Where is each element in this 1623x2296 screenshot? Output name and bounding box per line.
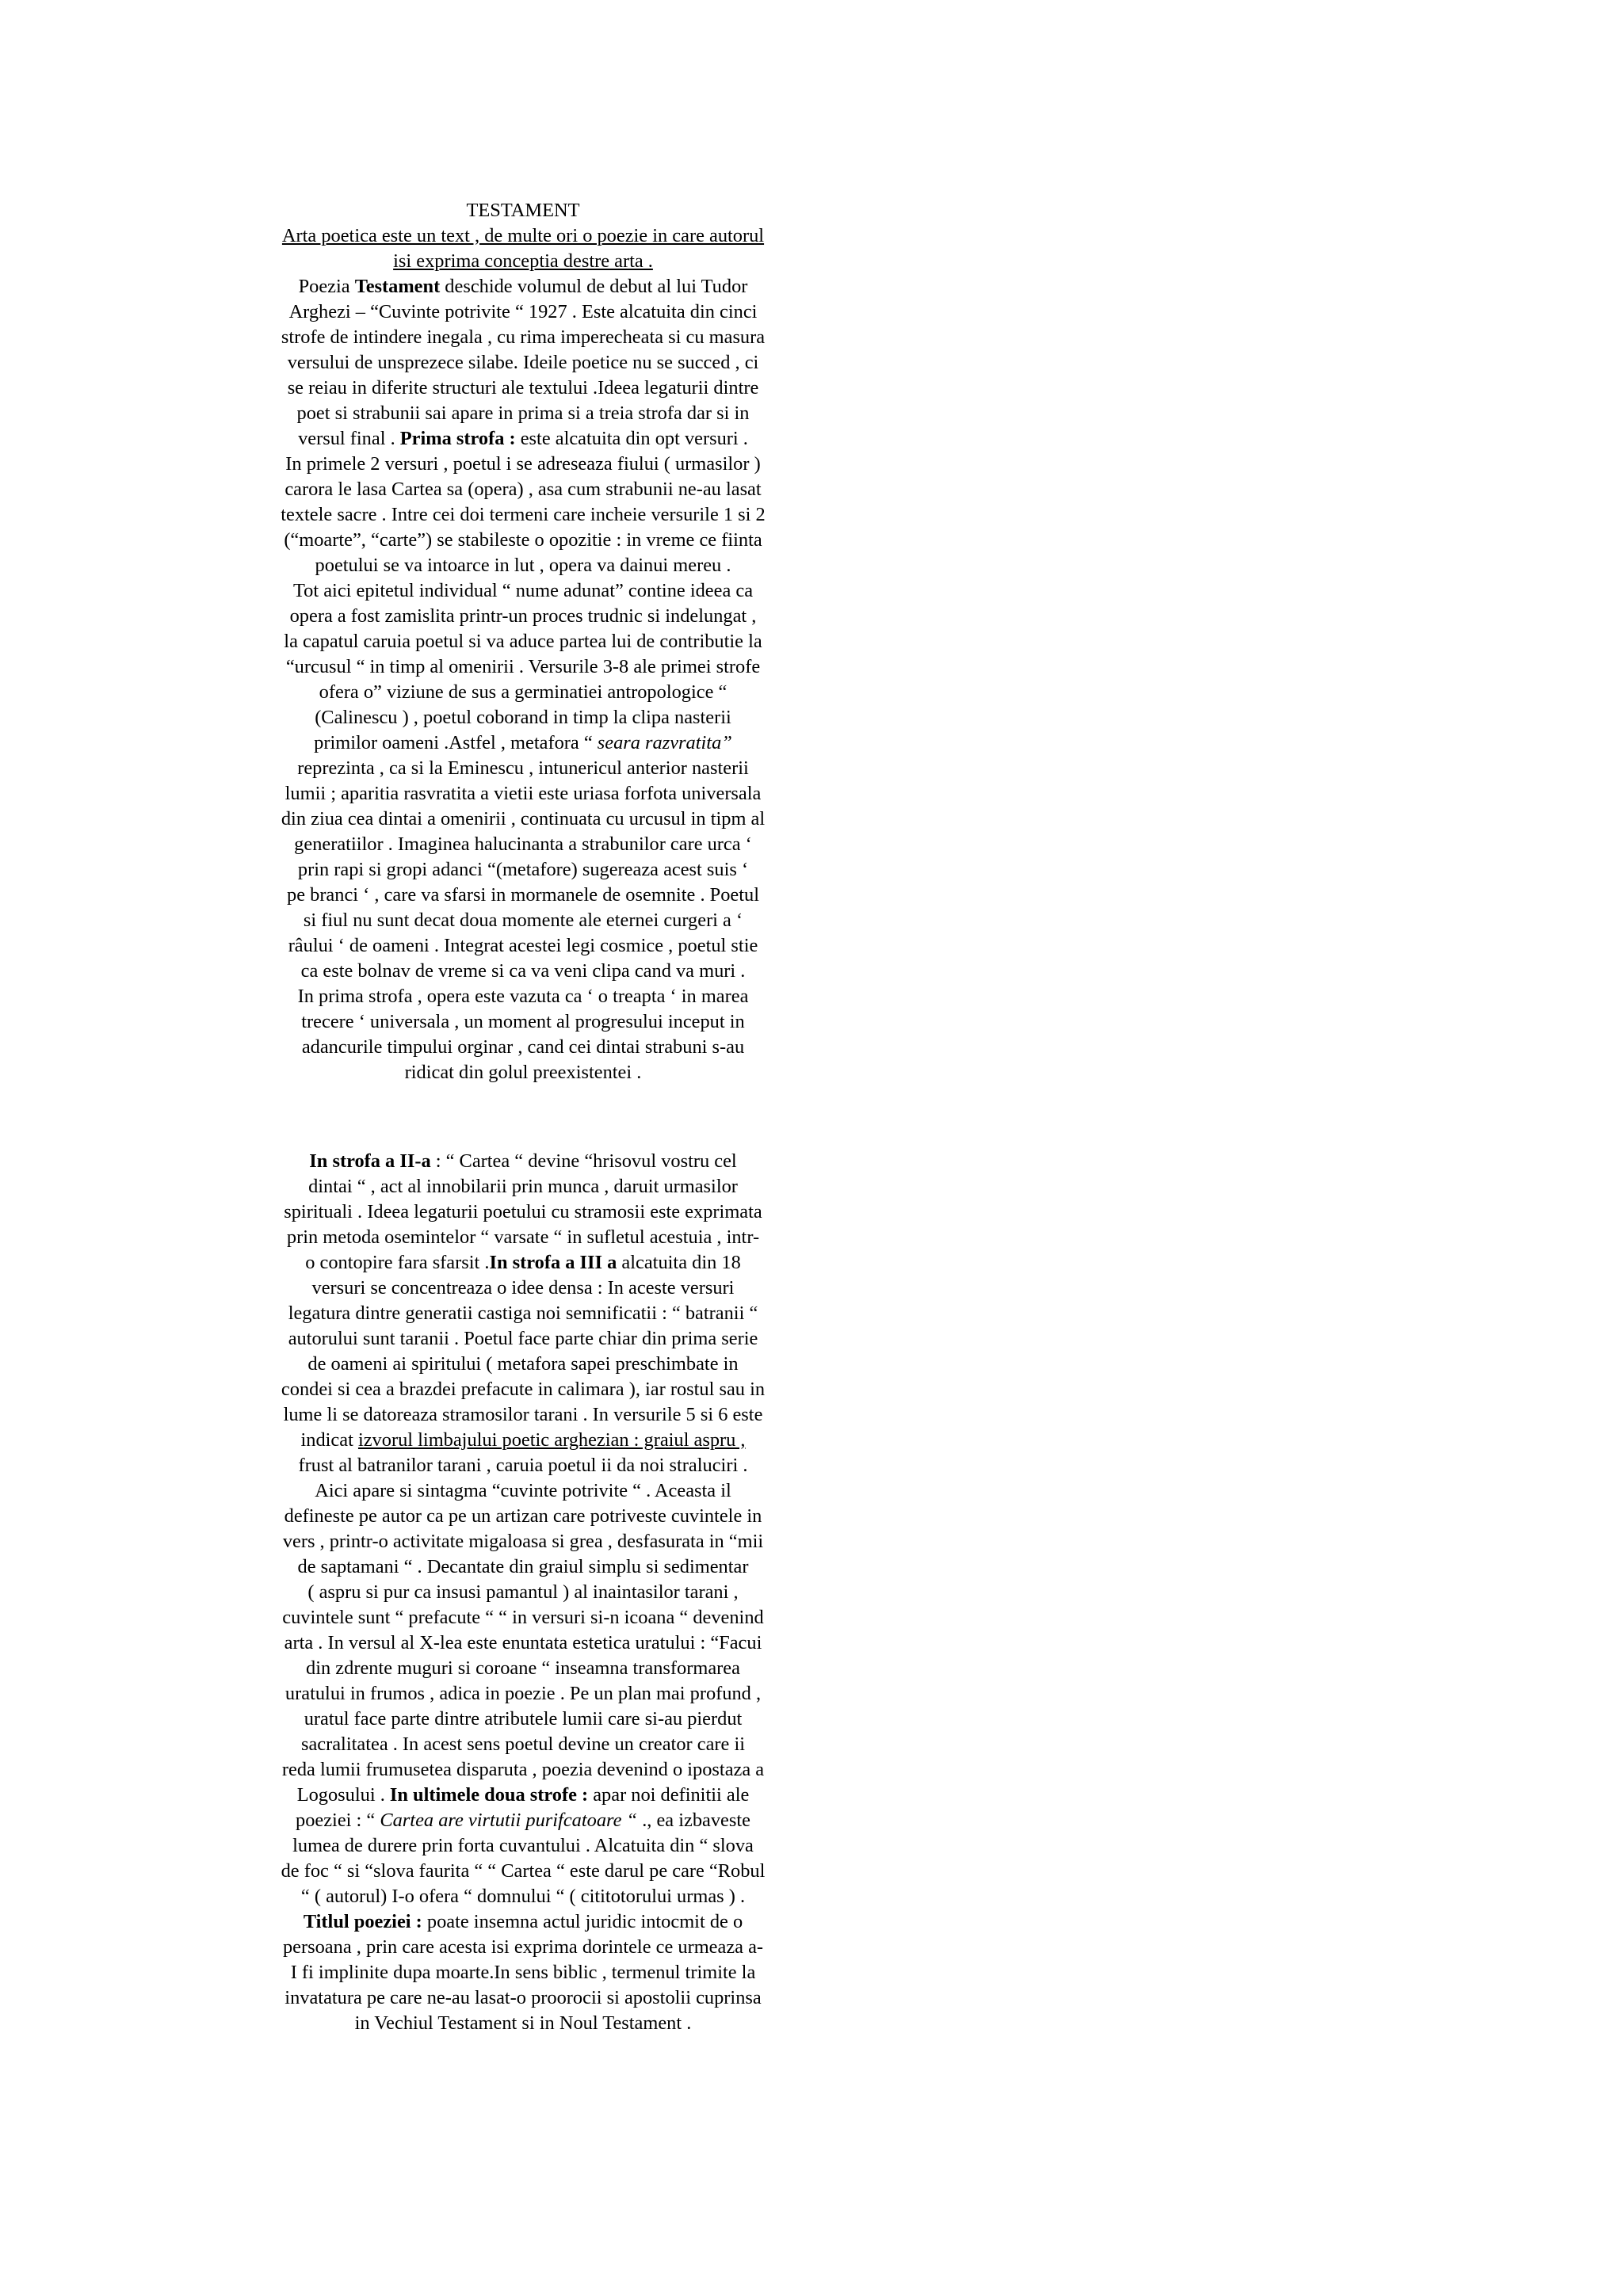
text-run: poeziei : “ (296, 1810, 380, 1831)
text-run: opera a fost zamislita printr-un proces trudnic si indelungat , (289, 605, 757, 627)
intro-line: Arta poetica este un text , de multe ori o poezie in care autorul (281, 225, 765, 246)
text-line (246, 325, 800, 350)
italic-text: seara razvratita” (597, 732, 732, 753)
text-line (246, 274, 800, 299)
text-run: cuvintele sunt “ prefacute “ “ in versuri si-n icoana “ devenind (282, 1607, 764, 1628)
text-run: primilor oameni .Astfel , metafora “ (314, 732, 598, 753)
text-line (246, 1909, 800, 1935)
text-run: pe branci ‘ , care va sfarsi in mormanele de osemnite . Poetul (287, 884, 759, 906)
text-line (246, 553, 800, 578)
text-run: de saptamani “ . Decantate din graiul simplu si sedimentar (297, 1556, 749, 1577)
text-line (246, 1276, 800, 1301)
text-run: o contopire fara sfarsit . (305, 1252, 490, 1273)
text-run: ( aspru si pur ca insusi pamantul ) al inaintasilor tarani , (307, 1581, 739, 1603)
text-line (246, 807, 800, 832)
text-run: din zdrente muguri si coroane “ inseamna transformarea (306, 1657, 740, 1679)
text-run: ofera o” viziune de sus a germinatiei antropologice “ (319, 681, 727, 703)
text-line (246, 908, 800, 933)
text-run: Poezia (298, 276, 355, 297)
text-line (246, 578, 800, 604)
text-run: deschide volumul de debut al lui Tudor (440, 276, 748, 297)
text-line (246, 756, 800, 781)
text-run: uratului in frumos , adica in poezie . Pe un plan mai profund , (285, 1683, 762, 1704)
text-run: In prima strofa , opera este vazuta ca ‘ o treapta ‘ in marea (297, 986, 749, 1007)
intro-definition (246, 223, 800, 274)
underlined-text: izvorul limbajului poetic arghezian : graiul aspru , (357, 1429, 746, 1451)
text-run: arta . In versul al X-lea este enuntata estetica uratului : “Facui (284, 1632, 762, 1653)
text-run: reprezinta , ca si la Eminescu , intunericul anterior nasterii (297, 757, 749, 779)
text-line (246, 1326, 800, 1352)
bold-text: In strofa a II-a (309, 1150, 431, 1172)
text-run: ridicat din golul preexistentei . (404, 1062, 642, 1083)
text-line (246, 933, 800, 959)
text-line (246, 1656, 800, 1681)
text-run: trecere ‘ universala , un moment al progresului inceput in (301, 1011, 745, 1032)
text-run: apar noi definitii ale (588, 1784, 750, 1806)
bold-text: Testament (354, 276, 441, 297)
text-line (246, 1732, 800, 1757)
text-run: ., ea izbaveste (637, 1810, 750, 1831)
text-line (246, 1402, 800, 1428)
text-run: lume li se datoreaza stramosilor tarani . In versurile 5 si 6 este (283, 1404, 763, 1425)
text-run: uratul face parte dintre atributele lumii care si-au pierdut (304, 1708, 743, 1730)
text-run: frust al batranilor tarani , caruia poetul ii da noi straluciri . (298, 1455, 748, 1476)
text-line (246, 1478, 800, 1504)
text-run: din ziua cea dintai a omenirii , continuata cu urcusul in tipm al (281, 808, 766, 830)
text-run: dintai “ , act al innobilarii prin munca , daruit urmasilor (308, 1176, 738, 1197)
text-run: Arghezi – “Cuvinte potrivite “ 1927 . Este alcatuita din cinci (288, 301, 758, 322)
text-line (246, 1605, 800, 1630)
paragraph-gap (246, 1085, 800, 1149)
text-run: Logosului . (296, 1784, 390, 1806)
text-line (246, 528, 800, 553)
text-run: defineste pe autor ca pe un artizan care potriveste cuvintele in (284, 1505, 762, 1527)
text-line (246, 1060, 800, 1085)
text-run: versului de unsprezece silabe. Ideile poetice nu se succed , ci (287, 352, 759, 373)
text-line (246, 629, 800, 654)
text-run: textele sacre . Intre cei doi termeni care incheie versurile 1 si 2 (281, 504, 766, 525)
text-line (246, 1174, 800, 1199)
text-line (246, 1428, 800, 1453)
text-line (246, 1035, 800, 1060)
text-run: se reiau in diferite structuri ale textului .Ideea legaturii dintre (287, 377, 759, 399)
text-line (246, 1225, 800, 1250)
text-run: indicat (300, 1429, 358, 1451)
bold-text: Titlul poeziei : (303, 1911, 422, 1932)
intro-line: isi exprima conceptia destre arta . (393, 250, 653, 272)
text-run: “ ( autorul) I-o ofera “ domnului “ ( cititotorului urmas ) . (300, 1886, 746, 1907)
bold-text: Prima strofa : (399, 428, 516, 449)
bold-text: In strofa a III a (489, 1252, 617, 1273)
text-run: la capatul caruia poetul si va aduce partea lui de contributie la (284, 631, 762, 652)
text-run: prin rapi si gropi adanci “(metafore) sugereaza acest suis ‘ (297, 859, 749, 880)
text-run: poet si strabunii sai apare in prima si a treia strofa dar si in (296, 402, 750, 424)
text-line (246, 705, 800, 730)
text-line (246, 1377, 800, 1402)
text-run: alcatuita din 18 (617, 1252, 741, 1273)
text-run: invatatura pe care ne-au lasat-o proorocii si apostolii cuprinsa (285, 1987, 762, 2008)
text-line (246, 401, 800, 426)
text-run: Tot aici epitetul individual “ nume adunat” contine ideea ca (292, 580, 754, 601)
text-line (246, 857, 800, 883)
text-line (246, 1630, 800, 1656)
text-line (246, 604, 800, 629)
text-line (246, 1009, 800, 1035)
text-run: persoana , prin care acesta isi exprima dorintele ce urmeaza a- (282, 1936, 764, 1958)
text-line (246, 1757, 800, 1783)
text-run: autorului sunt taranii . Poetul face parte chiar din prima serie (288, 1328, 758, 1349)
text-run: adancurile timpului orginar , cand cei dintai strabuni s-au (301, 1036, 745, 1058)
text-line (246, 959, 800, 984)
text-run: legatura dintre generatii castiga noi semnificatii : “ batranii “ (288, 1302, 758, 1324)
text-run: : “ Cartea “ devine “hrisovul vostru cel (430, 1150, 737, 1172)
text-run: râului ‘ de oameni . Integrat acestei legi cosmice , poetul stie (288, 935, 758, 956)
section-first-strophe (246, 274, 800, 1085)
text-run: condei si cea a brazdei prefacute in calimara ), iar rostul sau in (281, 1379, 766, 1400)
text-line (246, 654, 800, 680)
text-line (246, 426, 800, 452)
text-line (246, 1580, 800, 1605)
text-line (246, 680, 800, 705)
text-run: generatiilor . Imaginea halucinanta a strabunilor care urca ‘ (294, 833, 752, 855)
text-run: in Vechiul Testament si in Noul Testament . (354, 2012, 692, 2034)
text-line (246, 477, 800, 502)
text-line (246, 1859, 800, 1884)
text-run: poate insemna actul juridic intocmit de o (422, 1911, 743, 1932)
text-line (246, 502, 800, 528)
text-run: reda lumii frumusetea disparuta , poezia devenind o ipostaza a (281, 1759, 765, 1780)
text-line (246, 1529, 800, 1554)
text-line (246, 1149, 800, 1174)
text-run: “urcusul “ in timp al omenirii . Versurile 3-8 ale primei strofe (285, 656, 761, 677)
text-run: poetului se va intoarce in lut , opera va dainui mereu . (315, 555, 731, 576)
document-title: TESTAMENT (466, 200, 580, 221)
text-run: In primele 2 versuri , poetul i se adreseaza fiului ( urmasilor ) (285, 453, 761, 475)
text-line (246, 1352, 800, 1377)
italic-text: Cartea are virtutii purifcatoare “ (380, 1810, 638, 1831)
text-line (246, 1884, 800, 1909)
text-line (246, 832, 800, 857)
text-line (246, 1935, 800, 1960)
bold-text: In ultimele doua strofe : (389, 1784, 589, 1806)
text-line (246, 1453, 800, 1478)
text-line (246, 1681, 800, 1707)
text-line (246, 2011, 800, 2036)
text-run: Aici apare si sintagma “cuvinte potrivite “ . Aceasta il (315, 1480, 731, 1501)
text-run: si fiul nu sunt decat doua momente ale eternei curgeri a ‘ (303, 910, 743, 931)
text-run: (Calinescu ) , poetul coborand in timp la clipa nasterii (315, 707, 731, 728)
text-line (246, 1707, 800, 1732)
text-line (246, 1250, 800, 1276)
text-line (246, 1985, 800, 2011)
text-line (246, 781, 800, 807)
text-run: lumii ; aparitia rasvratita a vietii este uriasa forfota universala (285, 783, 762, 804)
text-line (246, 299, 800, 325)
text-line (246, 984, 800, 1009)
text-line (246, 452, 800, 477)
text-line (246, 1783, 800, 1808)
text-run: ca este bolnav de vreme si ca va veni clipa cand va muri . (300, 960, 746, 982)
section-later-strophes (246, 1149, 800, 2036)
text-line (246, 1808, 800, 1833)
text-run: vers , printr-o activitate migaloasa si grea , desfasurata in “mii (282, 1531, 764, 1552)
text-run: versul final . (298, 428, 400, 449)
text-line (246, 1960, 800, 1985)
text-run: I fi implinite dupa moarte.In sens biblic , termenul trimite la (290, 1962, 756, 1983)
text-line (246, 730, 800, 756)
text-line (246, 1199, 800, 1225)
text-line (246, 1504, 800, 1529)
text-run: spirituali . Ideea legaturii poetului cu stramosii este exprimata (284, 1201, 762, 1222)
text-line (246, 883, 800, 908)
text-line (246, 1301, 800, 1326)
text-line (246, 350, 800, 376)
text-line (246, 1833, 800, 1859)
text-run: de foc “ si “slova faurita “ “ Cartea “ este darul pe care “Robul (281, 1860, 766, 1882)
text-run: sacralitatea . In acest sens poetul devine un creator care ii (300, 1733, 746, 1755)
text-run: de oameni ai spiritului ( metafora sapei preschimbate in (307, 1353, 739, 1375)
text-run: versuri se concentreaza o idee densa : In aceste versuri (311, 1277, 735, 1299)
text-run: prin metoda osemintelor “ varsate “ in sufletul acestuia , intr- (286, 1226, 760, 1248)
text-run: carora le lasa Cartea sa (opera) , asa cum strabunii ne-au lasat (285, 479, 762, 500)
text-line (246, 376, 800, 401)
text-run: strofe de intindere inegala , cu rima imperecheata si cu masura (281, 326, 766, 348)
document-page (246, 198, 800, 2036)
text-run: (“moarte”, “carte”) se stabileste o opozitie : in vreme ce fiinta (284, 529, 762, 551)
text-line (246, 1554, 800, 1580)
text-run: este alcatuita din opt versuri . (515, 428, 748, 449)
text-run: lumea de durere prin forta cuvantului . Alcatuita din “ slova (292, 1835, 754, 1856)
